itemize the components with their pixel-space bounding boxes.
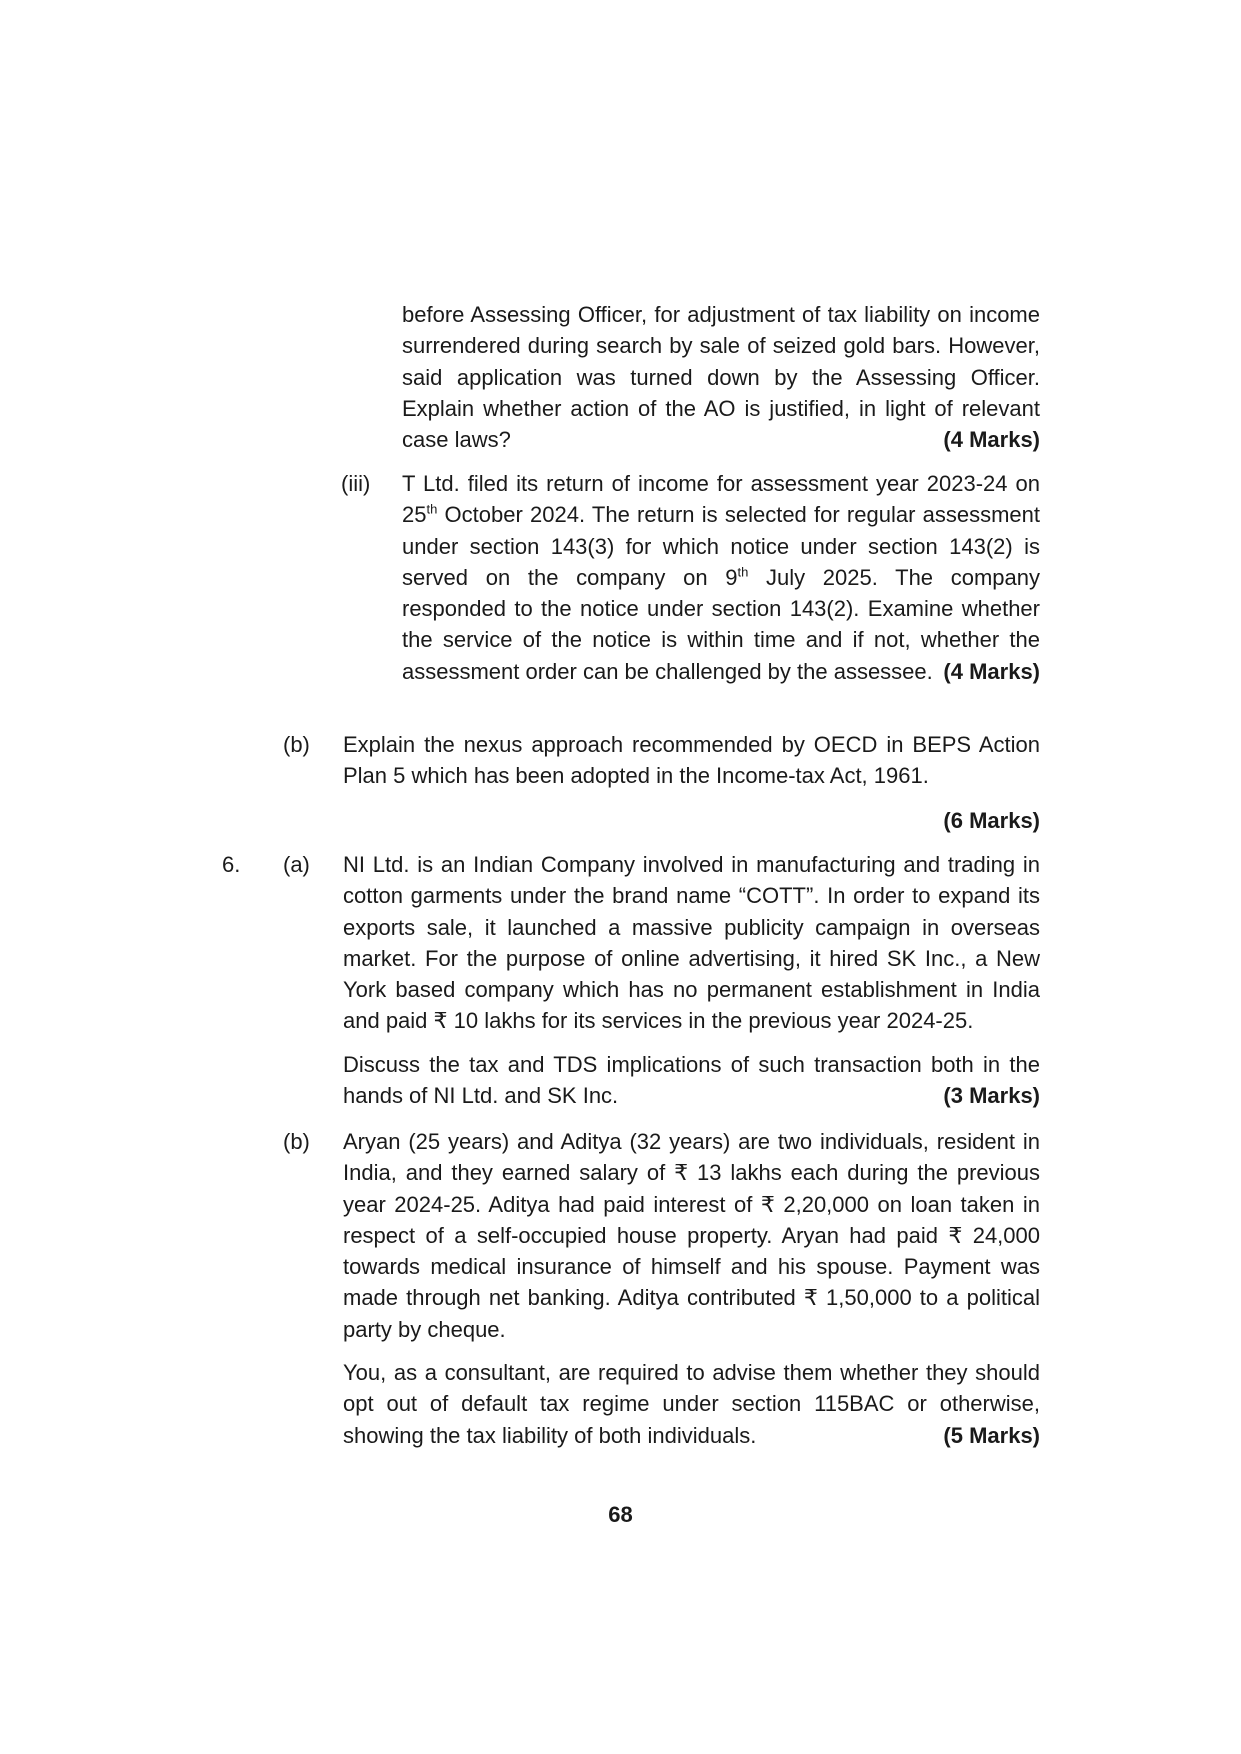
marks-label: (5 Marks)	[943, 1422, 1040, 1448]
question-6b-paragraph-2	[343, 1357, 1040, 1451]
marks-label: (4 Marks)	[943, 427, 1040, 453]
question-6a-label: (a)	[283, 852, 310, 877]
continuation-text: before Assessing Officer, for adjustment of tax liability on income surrendered during search by sale of seized gold bars. However, said application was turned down by the Assessing Officer. Explain whether action of the AO is justified, in light of relevant case laws?	[402, 302, 1040, 453]
question-6a-paragraph-2	[343, 1049, 1040, 1112]
item-iii-paragraph	[402, 468, 1040, 687]
marks-label: (6 Marks)	[943, 808, 1040, 833]
question-6a-text-2: Discuss the tax and TDS implications of such transaction both in the hands of NI Ltd. and SK Inc.	[343, 1052, 1040, 1109]
question-6-number: 6.	[222, 852, 241, 877]
marks-label: (4 Marks)	[943, 658, 1040, 684]
question-6a-paragraph: NI Ltd. is an Indian Company involved in manufacturing and trading in cotton garments under the brand name “COTT”. In order to expand its exports sale, it launched a massive publicity campaign in overseas market. For the purpose of online advertising, it hired SK Inc., a New York based company which has no permanent establishment in India and paid ₹ 10 lakhs for its services in the previous year 2024-25.	[343, 852, 1040, 1034]
question-6b-text-2: You, as a consultant, are required to advise them whether they should opt out of default tax regime under section 115BAC or otherwise, showing the tax liability of both individuals.	[343, 1360, 1040, 1448]
ordinal-suffix: th	[737, 564, 749, 580]
page-number: 68	[608, 1502, 633, 1527]
item-iii-text-3: July 2025. The company responded to the notice under section 143(2). Examine whether the service of the notice is within time and if not, whether the assessment order can be challenged by the assessee.	[402, 564, 1040, 684]
ordinal-suffix: th	[426, 501, 438, 517]
marks-label: (3 Marks)	[943, 1083, 1040, 1109]
continuation-paragraph	[402, 299, 1040, 455]
question-6b-label: (b)	[283, 1129, 310, 1154]
item-5b-label: (b)	[283, 732, 310, 757]
item-iii-text-1: T Ltd. filed its return of income for assessment year 2023-24 on 25	[402, 471, 1040, 528]
item-5b-paragraph: Explain the nexus approach recommended by OECD in BEPS Action Plan 5 which has been adopted in the Income-tax Act, 1961.	[343, 732, 1040, 789]
question-6b-paragraph: Aryan (25 years) and Aditya (32 years) are two individuals, resident in India, and they earned salary of ₹ 13 lakhs each during the previous year 2024-25. Aditya had paid interest of ₹ 2,20,000 on loan taken in respect of a self-occupied house property. Aryan had paid ₹ 24,000 towards medical insurance of himself and his spouse. Payment was made through net banking. Aditya contributed ₹ 1,50,000 to a political party by cheque.	[343, 1129, 1040, 1342]
item-iii-text-2: October 2024. The return is selected for regular assessment under section 143(3) for which notice under section 143(2) is served on the company on 9	[402, 502, 1040, 590]
item-iii-label: (iii)	[341, 471, 371, 496]
